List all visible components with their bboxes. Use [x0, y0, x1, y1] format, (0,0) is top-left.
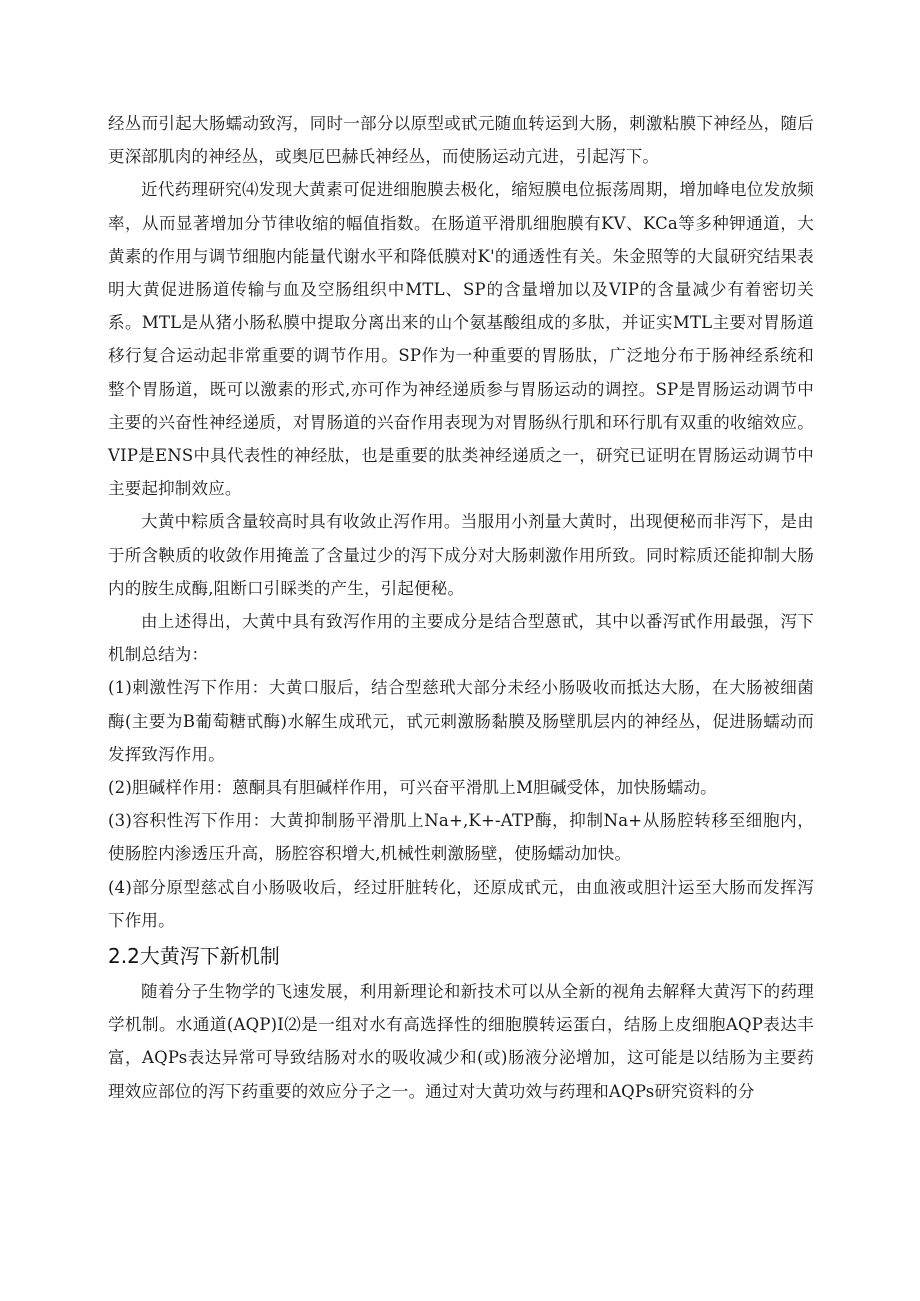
- list-item-2: (2)胆碱样作用：蒽酮具有胆碱样作用，可兴奋平滑肌上M胆碱受体，加快肠蠕动。: [108, 778, 717, 798]
- list-item-1: (1)刺激性泻下作用：大黄口服后，结合型慈玳大部分未经小肠吸收而抵达大肠，在大肠被细菌酶(主要为B葡萄糖甙酶)水解生成玳元，甙元刺激肠黏膜及肠壁肌层内的神经丛，促进肠蠕动而发挥致泻作用。: [108, 678, 814, 764]
- paragraph-continuation: 经丛而引起大肠蠕动致泻，同时一部分以原型或甙元随血转运到大肠，刺激粘膜下神经丛，随后更深部肌肉的神经丛，或奥厄巴赫氏神经丛，而使肠运动亢进，引起泻下。: [108, 114, 814, 167]
- paragraph-tannin-effect: 大黄中粽质含量较高时具有收敛止泻作用。当服用小剂量大黄时，出现便秘而非泻下，是由于所含鞅质的收敛作用掩盖了含量过少的泻下成分对大肠刺激作用所致。同时粽质还能抑制大肠内的胺生成酶,阻断口引睬类的产生，引起便秘。: [108, 512, 814, 598]
- paragraph-summary-intro: 由上述得出，大黄中具有致泻作用的主要成分是结合型蒽甙，其中以番泻甙作用最强，泻下机制总结为：: [108, 612, 814, 665]
- document-page: [108, 107, 814, 1108]
- section-heading: 2.2大黄泻下新机制: [108, 944, 280, 969]
- list-item-3: (3)容积性泻下作用：大黄抑制肠平滑肌上Na+,K+-ATP酶，抑制Na+从肠腔转移至细胞内，使肠腔内渗透压升高，肠腔容积增大,机械性刺激肠壁，使肠蠕动加快。: [108, 811, 814, 864]
- paragraph-new-mechanism: 随着分子生物学的飞速发展，利用新理论和新技术可以从全新的视角去解释大黄泻下的药理学机制。水通道(AQP)I⑵是一组对水有高选择性的细胞膜转运蛋白，结肠上皮细胞AQP表达丰富，AQPs表达异常可导致结肠对水的吸收减少和(或)肠液分泌增加，这可能是以结肠为主要药理效应部位的泻下药重要的效应分子之一。通过对大黄功效与药理和AQPs研究资料的分: [108, 982, 814, 1101]
- list-item-4: (4)部分原型慈忒自小肠吸收后，经过肝脏转化，还原成甙元，由血液或胆汁运至大肠而发挥泻下作用。: [108, 877, 814, 930]
- paragraph-pharmacology-research: 近代药理研究⑷发现大黄素可促进细胞膜去极化，缩短膜电位振荡周期，增加峰电位发放频率，从而显著增加分节律收缩的幅值指数。在肠道平滑肌细胞膜有KV、KCa等多种钾通道，大黄素的作用与调节细胞内能量代谢水平和降低膜对K'的通透性有关。朱金照等的大鼠研究结果表明大黄促进肠道传输与血及空肠组织中MTL、SP的含量增加以及VIP的含量减少有着密切关系。MTL是从猪小肠私膜中提取分离出来的山个氨基酸组成的多肽，并证实MTL主要对胃肠道移行复合运动起非常重要的调节作用。SP作为一种重要的胃肠肽，广泛地分布于肠神经系统和整个胃肠道，既可以激素的形式,亦可作为神经递质参与胃肠运动的调控。SP是胃肠运动调节中主要的兴奋性神经递质，对胃肠道的兴奋作用表现为对胃肠纵行肌和环行肌有双重的收缩效应。VIP是ENS中具代表性的神经肽，也是重要的肽类神经递质之一，研究已证明在胃肠运动调节中主要起抑制效应。: [108, 180, 814, 499]
